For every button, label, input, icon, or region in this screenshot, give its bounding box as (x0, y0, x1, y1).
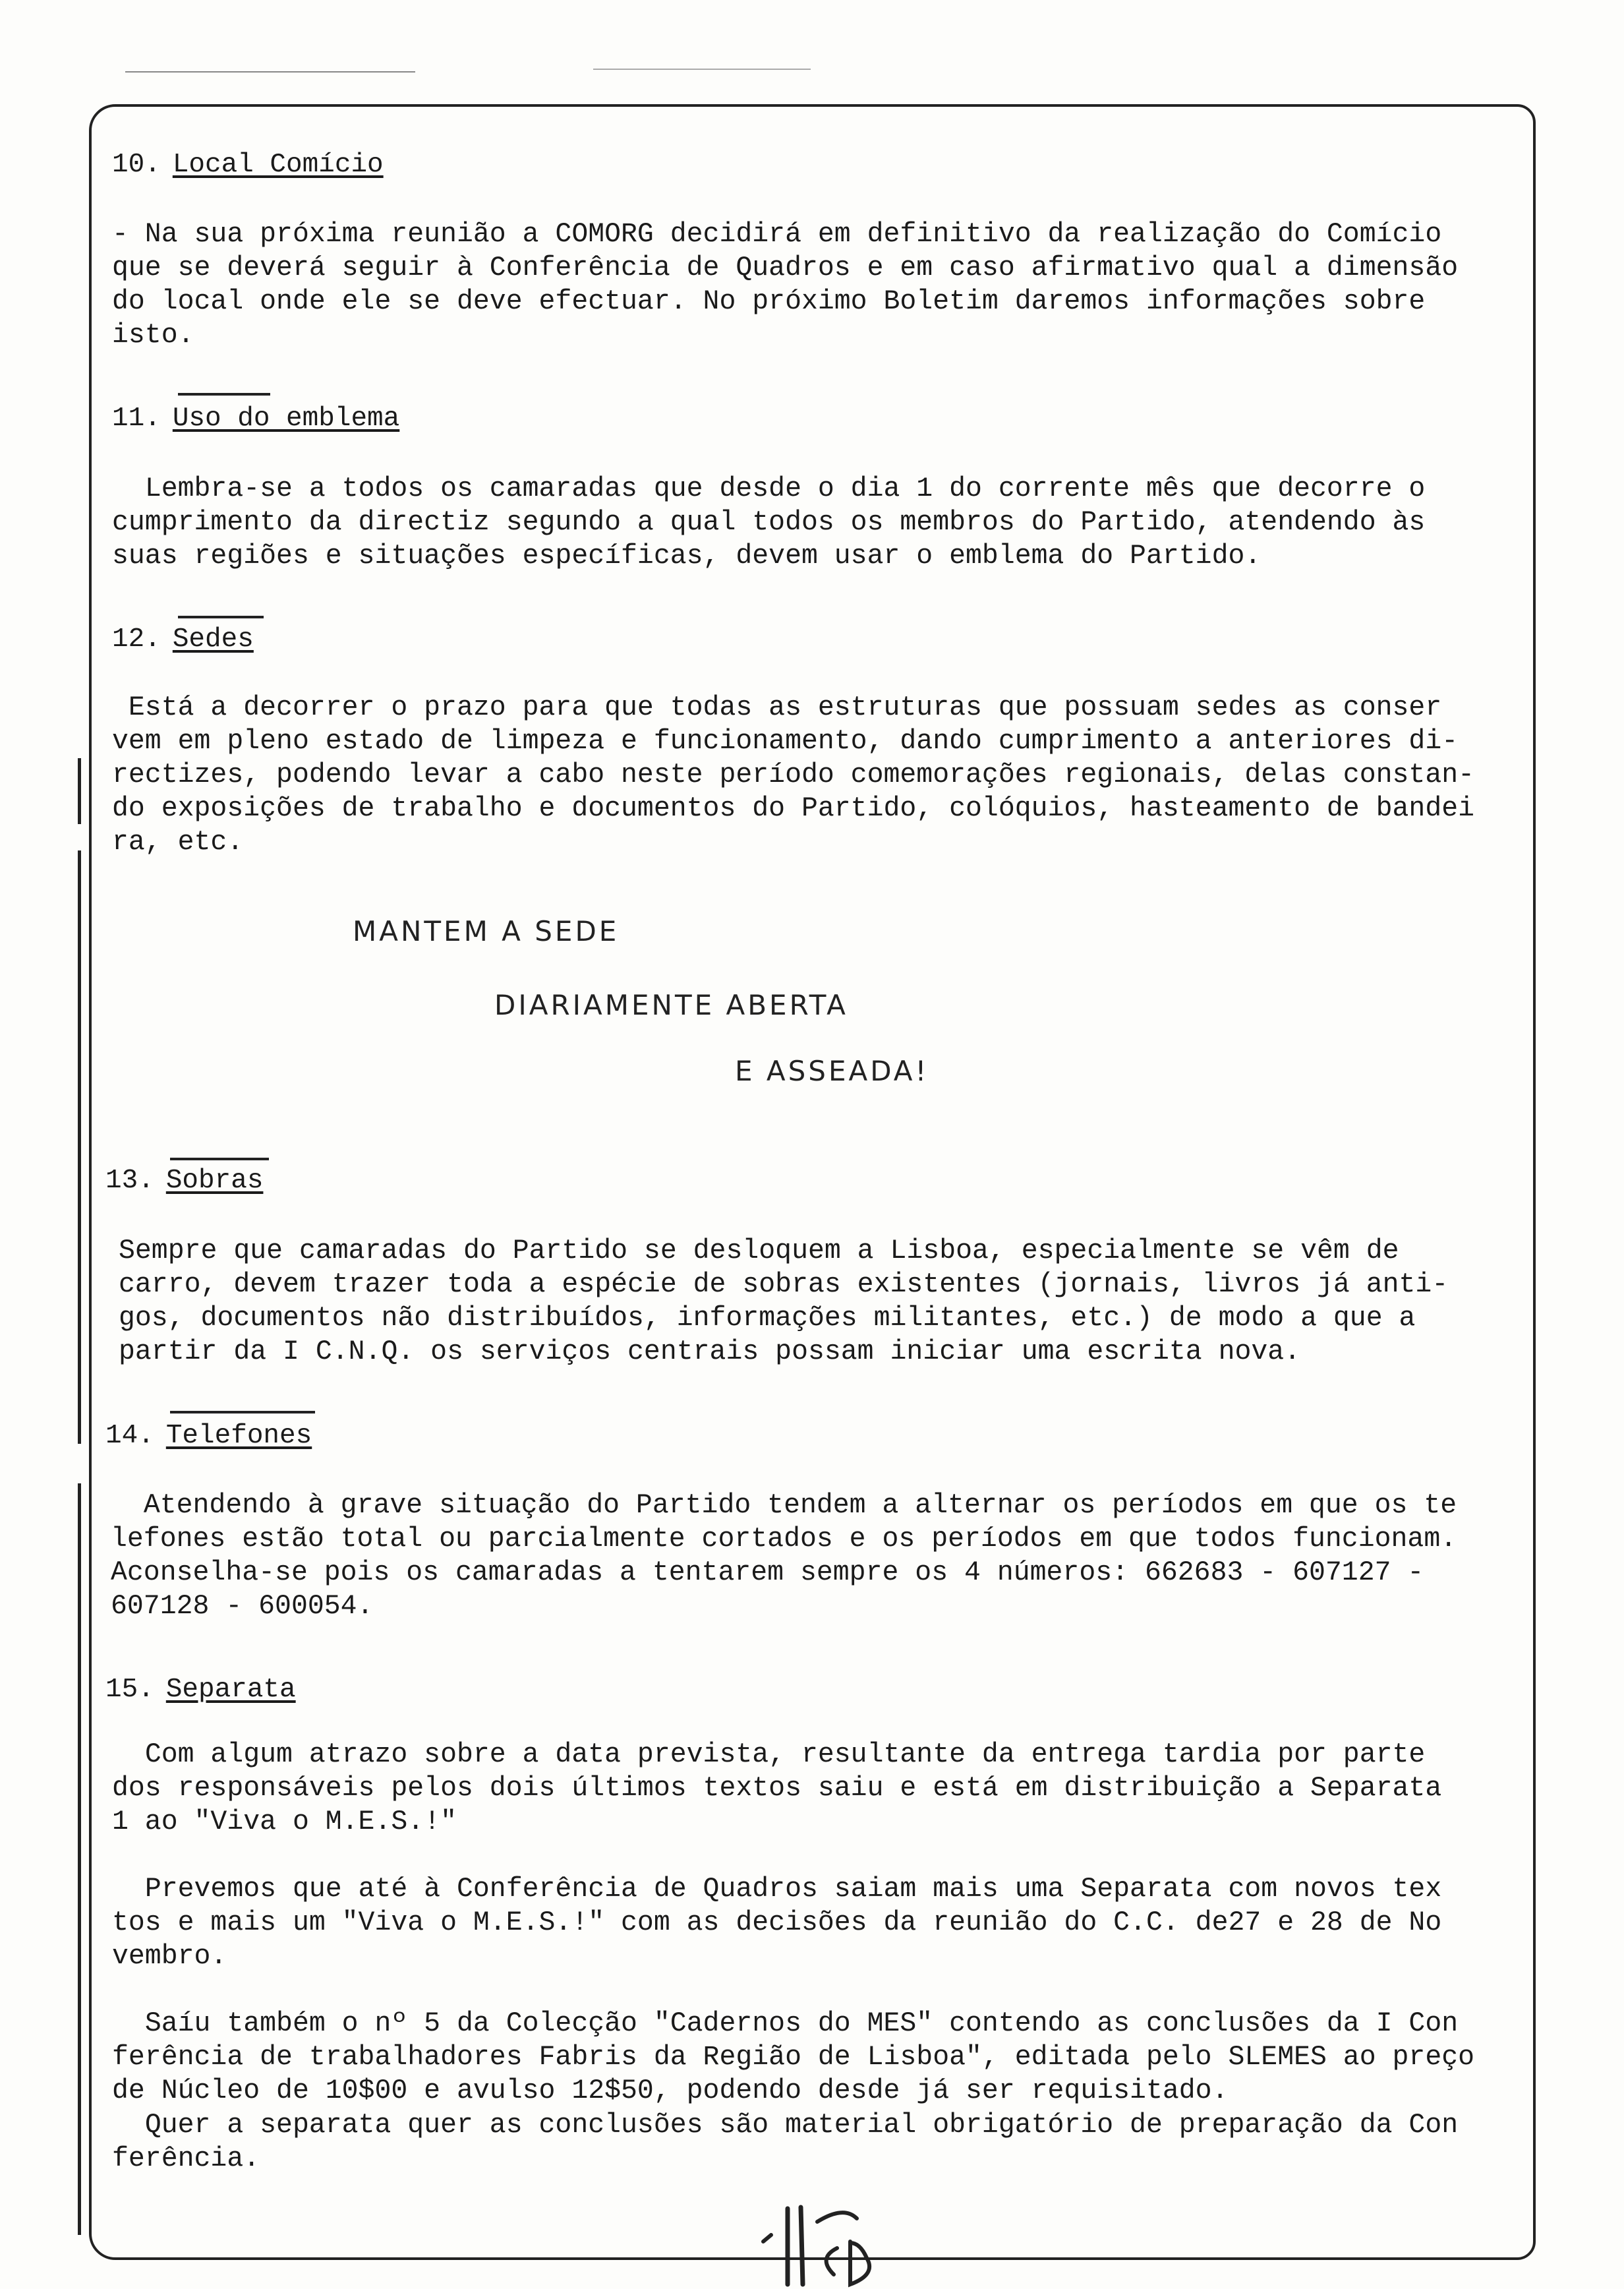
paragraph: Saíu também o nº 5 da Colecção "Cadernos do MES" contendo as conclusões da I Con ferência de trabalhadores Fabris da Região de Lisboa", editada pelo SLEMES ao preço de Núcleo de 10$00 e avulso 12$50, podendo desde já ser requisitado. (112, 2008, 1475, 2106)
paragraph: Está a decorrer o prazo para que todas as estruturas que possuam sedes as conser vem em pleno estado de limpeza e funcionamento, dando cumprimento a anteriores di- rectizes, podendo levar a cabo neste período comemorações regionais, delas constan- do exposições de trabalho e documentos do Partido, colóquios, hasteamento de bandei ra, etc. (112, 692, 1475, 858)
paragraph: Com algum atrazo sobre a data prevista, resultante da entrega tardia por parte dos responsáveis pelos dois últimos textos saiu e está em distribuição a Separata 1 ao "Viva o M.E.S.!" (112, 1739, 1442, 1837)
scan-mark (593, 69, 811, 70)
section-title: Sobras (165, 1166, 264, 1196)
motto-line-2: DIARIAMENTE ABERTA (494, 989, 848, 1021)
section-number: 15. (105, 1675, 154, 1705)
section-heading (112, 148, 384, 181)
section-number: 14. (105, 1421, 154, 1451)
section-heading (105, 1673, 296, 1706)
paragraph: Sempre que camaradas do Partido se desloquem a Lisboa, especialmente se vêm de carro, devem trazer toda a espécie de sobras existentes (jornais, livros já anti- gos, documentos não distribuídos, informações militantes, etc.) de modo a que a partir da I C.N.Q. os serviços centrais possam iniciar uma escrita nova. (119, 1235, 1449, 1367)
margin-bar (78, 1483, 81, 2235)
handwritten-page-mark (751, 2202, 883, 2288)
motto-line-3: E ASSEADA! (735, 1055, 929, 1087)
paragraph: Prevemos que até à Conferência de Quadros saiam mais uma Separata com novos tex tos e mais um "Viva o M.E.S.!" com as decisões da reunião do C.C. de27 e 28 de No vembro. (112, 1874, 1442, 1972)
section-title: Sedes (172, 624, 254, 655)
heading-rule (178, 393, 270, 396)
paragraph: Atendendo à grave situação do Partido tendem a alternar os períodos em que os te lefones estão total ou parcialmente cortados e os períodos em que todos funcionam. Aconselha-se pois os camaradas a tentarem sempre os 4 números: 662683 - 607127 - 607128 - 600054. (111, 1490, 1457, 1622)
motto-line-1: MANTEM A SEDE (353, 915, 620, 947)
heading-rule (178, 616, 264, 618)
section-heading (105, 1419, 312, 1452)
section-number: 11. (112, 403, 161, 434)
section-heading (112, 402, 399, 435)
paragraph: Lembra-se a todos os camaradas que desde o dia 1 do corrente mês que decorre o cumprimento da directiz segundo a qual todos os membros do Partido, atendendo às suas regiões e situações específicas, devem usar o emblema do Partido. (112, 473, 1426, 572)
section-number: 12. (112, 624, 161, 655)
heading-rule (170, 1411, 315, 1413)
section-heading (105, 1164, 263, 1197)
section-heading (112, 623, 254, 656)
margin-bar (78, 758, 81, 824)
margin-bar (78, 850, 81, 1444)
section-title: Telefones (165, 1421, 312, 1451)
section-title: Separata (165, 1675, 296, 1705)
section-title: Uso do emblema (172, 403, 400, 434)
paragraph: - Na sua próxima reunião a COMORG decidirá em definitivo da realização do Comício que se deverá seguir à Conferência de Quadros e em caso afirmativo qual a dimensão do local onde ele se deve efectuar. No próximo Boletim daremos informações sobre isto. (112, 219, 1459, 351)
section-title: Local Comício (172, 150, 384, 180)
scan-mark (125, 71, 415, 73)
heading-rule (170, 1158, 269, 1160)
section-number: 10. (112, 150, 161, 180)
paragraph: Quer a separata quer as conclusões são material obrigatório de preparação da Con ferência. (112, 2110, 1459, 2174)
section-number: 13. (105, 1166, 154, 1196)
